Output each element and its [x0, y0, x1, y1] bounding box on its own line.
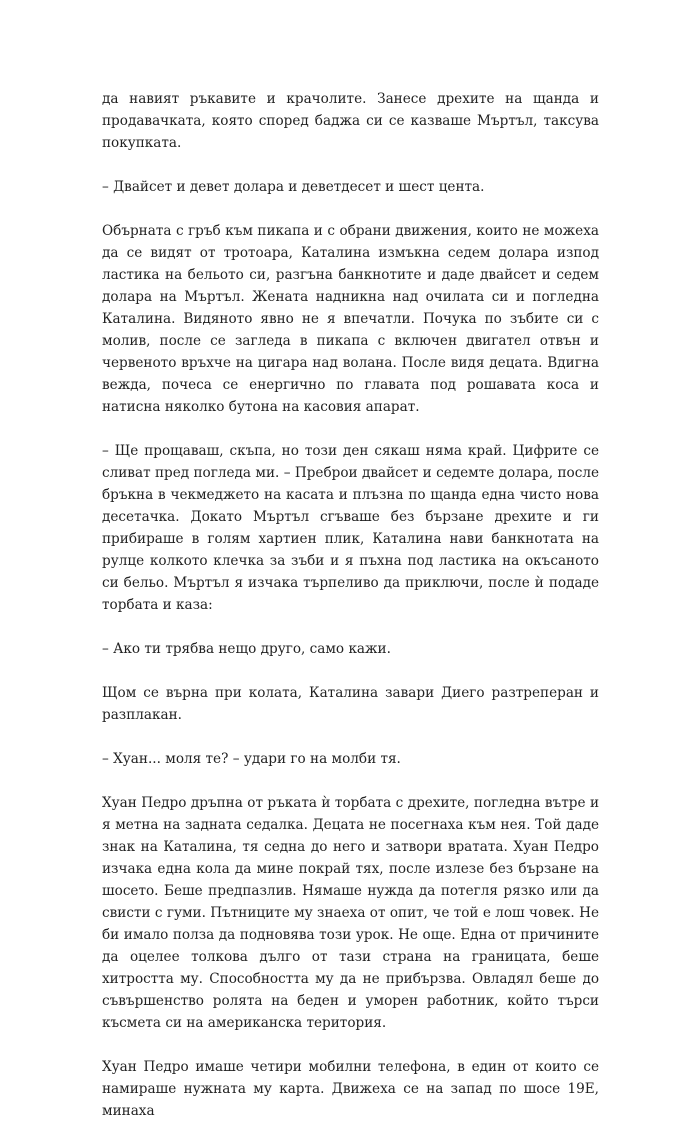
paragraph: Обърната с гръб към пикапа и с обрани движения, които не можеха да се видят от тротоара, Каталина измъкна седем долара изпод ластика на бельото си, разгъна банкнотите и даде двайсет и седем долара на Мъртъл. Жената надникна над очилата си и погледна Каталина. Видяното явно не я впечатли. Почука по зъбите си с молив, после се загледа в пикапа с включен двигател отвън и червеното връхче на цигара над волана. После видя децата. Вдигна вежда, почеса се енергично по главата под рошавата коса и натисна няколко бутона на касовия апарат. — [102, 223, 599, 415]
paragraph: – Ще прощаваш, скъпа, но този ден сякаш няма край. Цифрите се сливат пред погледа ми. – Преброи двайсет и седемте долара, после бръкна в чекмеджето на касата и плъзна по щанда една чисто нова десетачка. Докато Мъртъл сгъваше без бързане дрехите и ги прибираше в голям хартиен плик, Каталина нави банкнотата на рулце колкото клечка за зъби и я пъхна под ластика на окъсаното си бельо. Мъртъл я изчака търпеливо да приключи, после ѝ подаде торбата и каза: — [102, 443, 599, 613]
paragraph: – Двайсет и девет долара и деветдесет и шест цента. — [102, 179, 485, 195]
paragraph: – Хуан... моля те? – удари го на молби тя. — [102, 751, 401, 767]
paragraph: – Ако ти трябва нещо друго, само кажи. — [102, 641, 391, 657]
paragraph: Хуан Педро дръпна от ръката ѝ торбата с дрехите, погледна вътре и я метна на задната седалка. Децата не посегнаха към нея. Той даде знак на Каталина, тя седна до него и затвори вратата. Хуан Педро изчака една кола да мине покрай тях, после излезе без бързане на шосето. Беше предпазлив. Нямаше нужда да потегля рязко или да свисти с гуми. Пътниците му знаеха от опит, че той е лош човек. Не би имало полза да подновява този урок. Не още. Една от причините да оцелее толкова дълго от тази страна на границата, беше хитростта му. Способността му да не прибързва. Овладял беше до съвършенство ролята на беден и уморен работник, който търси късмета си на американска територия. — [102, 795, 599, 1031]
body-text — [102, 88, 599, 1122]
paragraph: Хуан Педро имаше четири мобилни телефона, в един от които се намираше нужната му карта. Движеха се на запад по шосе 19Е, минаха — [102, 1059, 599, 1119]
paragraph: да навият ръкавите и крачолите. Занесе дрехите на щанда и продавачката, която според баджа си се казваше Мъртъл, таксува покупката. — [102, 91, 599, 151]
paragraph: Щом се върна при колата, Каталина завари Диего разтреперан и разплакан. — [102, 685, 599, 723]
